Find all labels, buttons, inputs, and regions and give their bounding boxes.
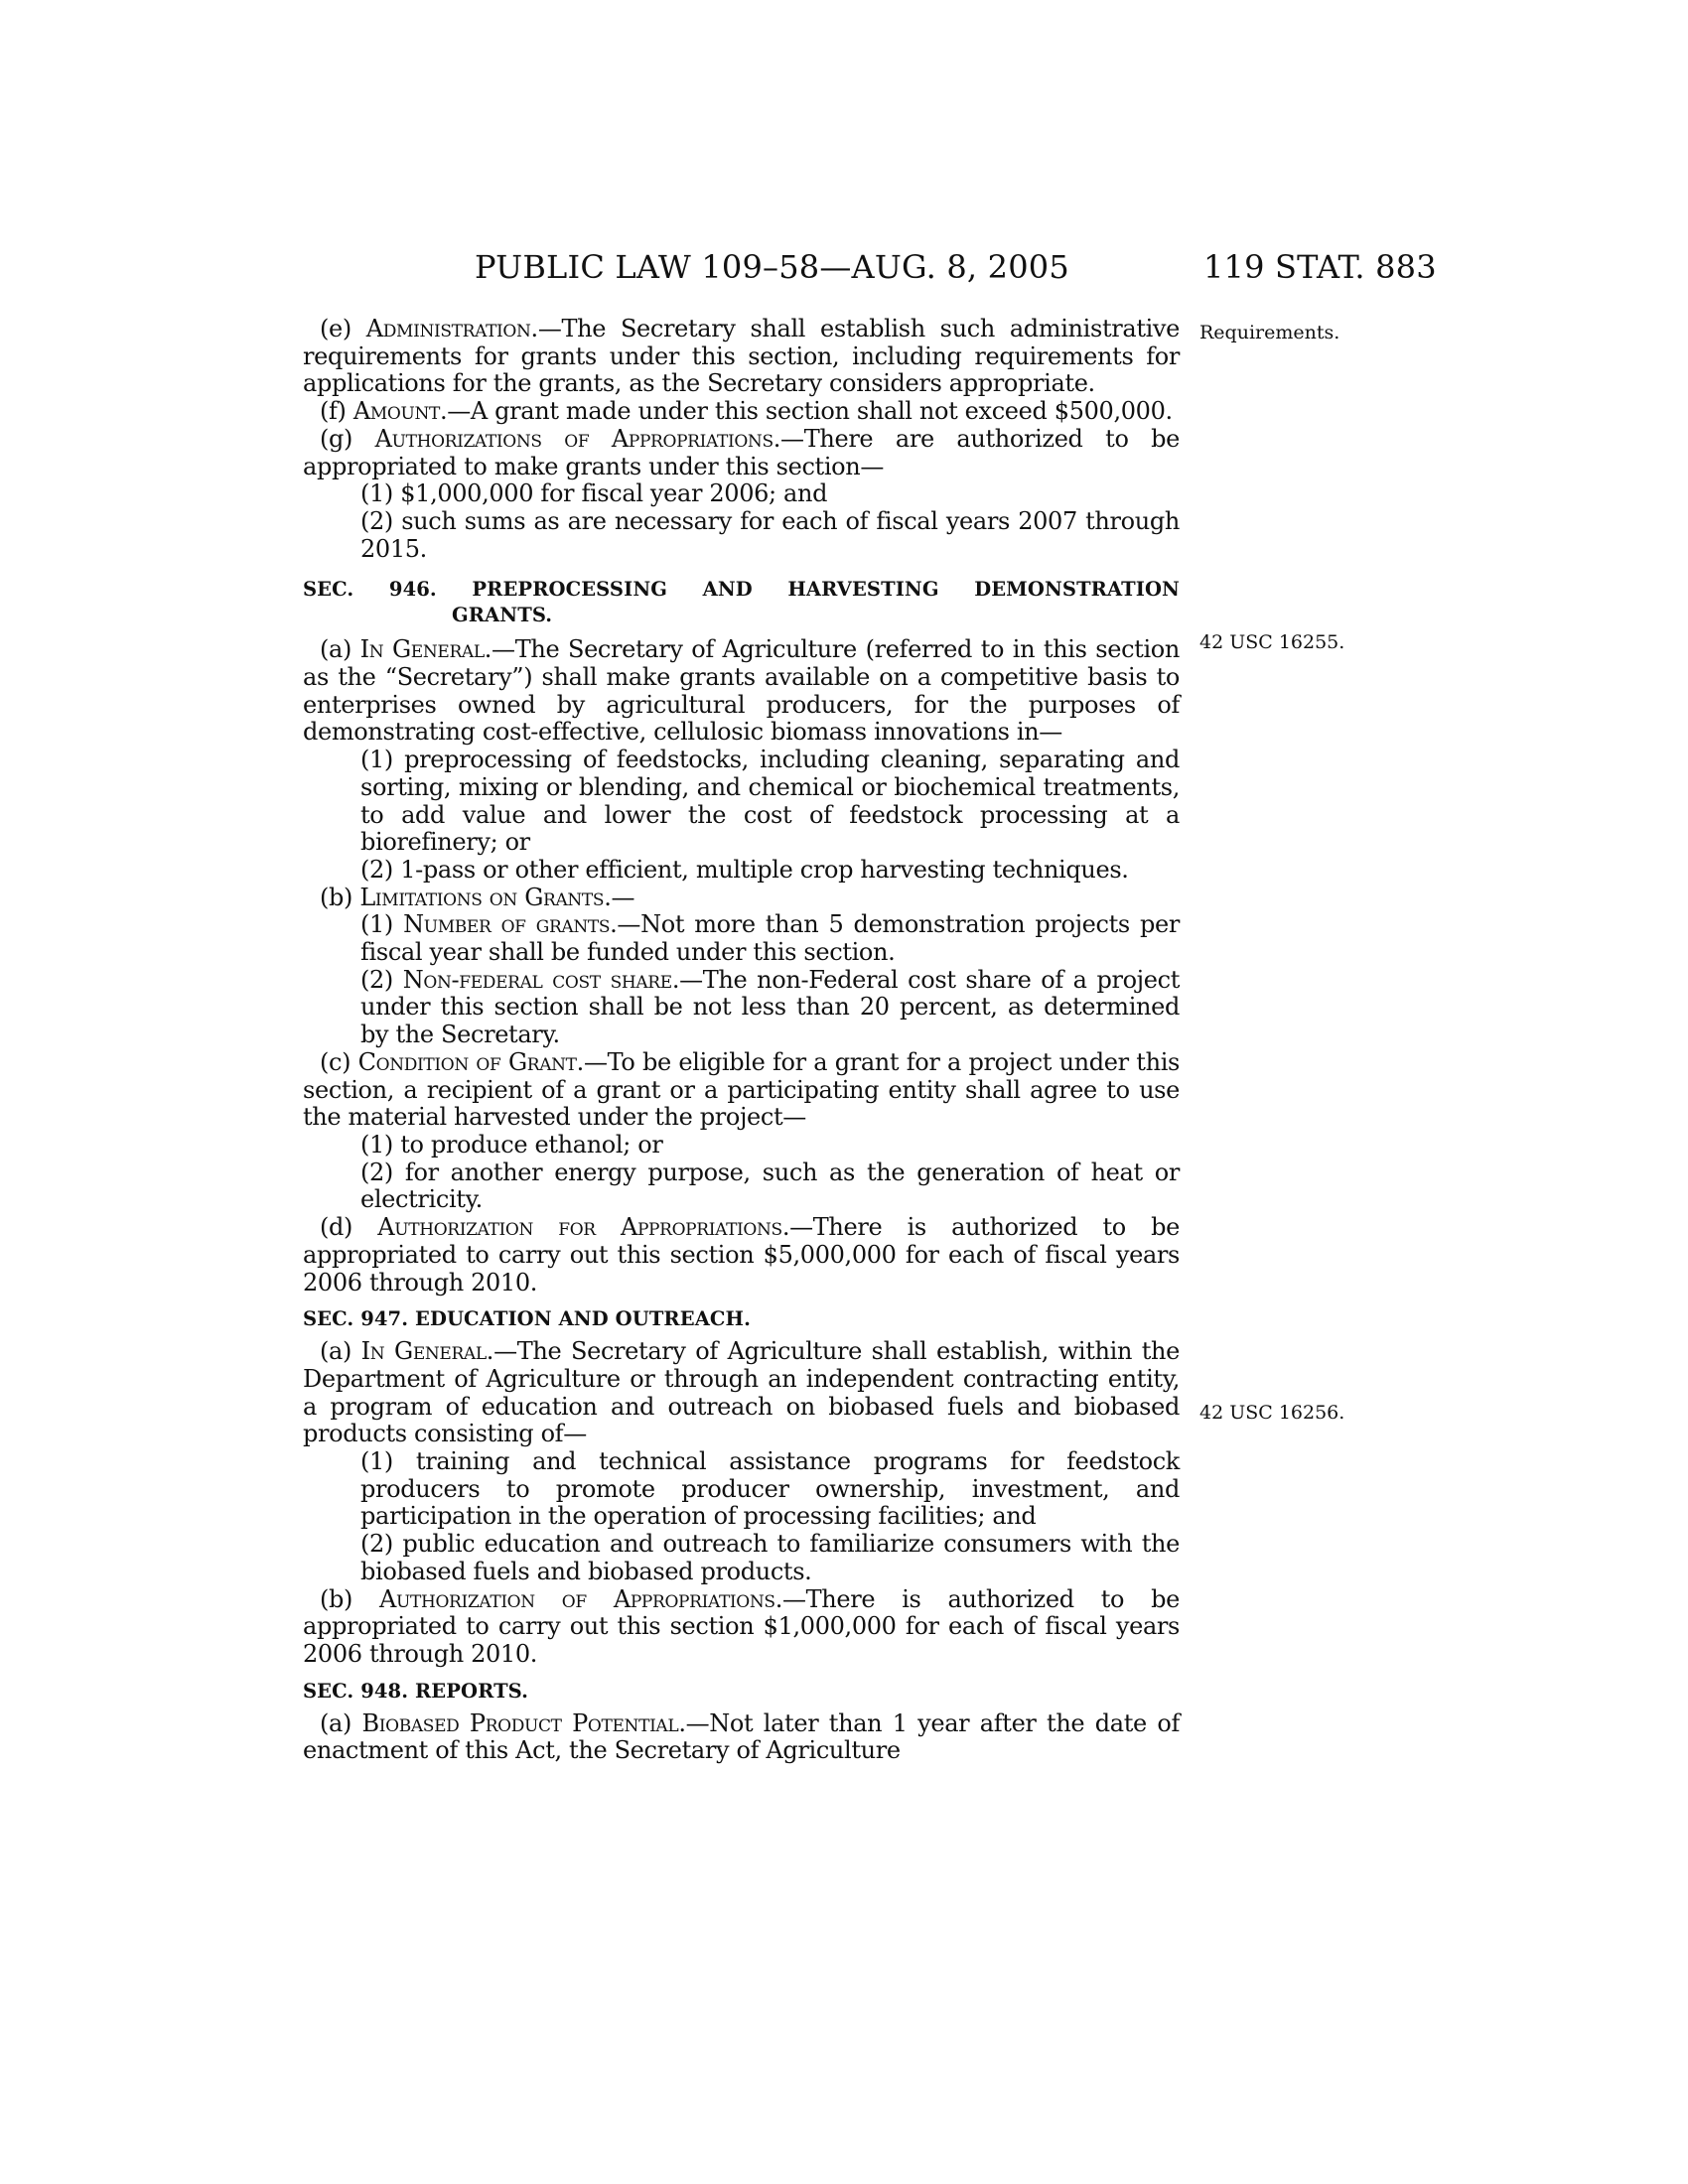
sec946-paragraph-a: (a) In General.—The Secretary of Agriculture (referred to in this section as the “Secretary”) shall make grants available on a competitive basis to enterprises owned by agricultural producers, for the purposes of demonstrating cost-effective, cellulosic biomass innovations in—: [303, 635, 1180, 747]
sec946-paragraph-d: (d) Authorization for Appropriations.—There is authorized to be appropriated to carry out this section $5,000,000 for each of fiscal years 2006 through 2010.: [303, 1213, 1181, 1297]
paragraph-f: (f) Amount.—A grant made under this section shall not exceed $500,000.: [320, 397, 1173, 426]
paragraph-g1: (1) $1,000,000 for fiscal year 2006; and: [360, 479, 828, 508]
sec946-paragraph-c: (c) Condition of Grant.—To be eligible for a grant for a project under this section, a recipient of a grant or a participating entity shall agree to use the material harvested under the project—: [303, 1047, 1180, 1132]
sec947-paragraph-b: (b) Authorization of Appropriations.—There is authorized to be appropriated to carry out this section $1,000,000 for each of fiscal years 2006 through 2010.: [303, 1584, 1180, 1668]
paragraph-e: (e) Administration.—The Secretary shall establish such administrative requirements for grants under this section, including requirements for applications for the grants, as the Secretary considers appropriate.: [303, 315, 1180, 398]
sec947-paragraph-a1: (1) training and technical assistance programs for feedstock producers to promote producer ownership, investment, and participation in the operation of processing facilities; and: [360, 1447, 1180, 1531]
sec946-paragraph-b1: (1) Number of grants.—Not more than 5 demonstration projects per fiscal year shall be funded under this section.: [360, 910, 1180, 967]
margin-note-requirements: Requirements.: [1199, 322, 1340, 343]
paragraph-g-heading: Authorizations of Appropriations: [374, 424, 774, 453]
sec946-paragraph-a1: (1) preprocessing of feedstocks, including cleaning, separating and sorting, mixing or blending, and chemical or biochemical treatments, to add value and lower the cost of feedstock processing at a biorefinery; or: [360, 746, 1180, 857]
margin-note-usc-946: 42 USC 16255.: [1199, 631, 1345, 653]
margin-note-usc-947: 42 USC 16256.: [1199, 1402, 1345, 1424]
section-947-heading: SEC. 947. EDUCATION AND OUTREACH.: [303, 1307, 751, 1331]
paragraph-g2: (2) such sums as are necessary for each of fiscal years 2007 through 2015.: [360, 506, 1180, 563]
sec946-paragraph-c2: (2) for another energy purpose, such as the generation of heat or electricity.: [360, 1158, 1180, 1214]
sec947-paragraph-a2: (2) public education and outreach to familiarize consumers with the biobased fuels and biobased products.: [360, 1530, 1180, 1585]
section-946-heading: SEC. 946. PREPROCESSING AND HARVESTING DEMONSTRATION GRANTS.: [303, 578, 1180, 627]
document-body: [303, 316, 1180, 1765]
sec946-paragraph-b2: (2) Non-federal cost share.—The non-Federal cost share of a project under this section shall be not less than 20 percent, as determined by the Secretary.: [360, 965, 1181, 1049]
paragraph-f-heading: Amount: [352, 397, 440, 426]
sec947-paragraph-a: (a) In General.—The Secretary of Agriculture shall establish, within the Department of Agriculture or through an independent contracting entity, a program of education and outreach on biobased fuels and biobased products consisting of—: [303, 1337, 1181, 1448]
page-header-title: PUBLIC LAW 109–58—AUG. 8, 2005: [475, 248, 1069, 286]
sec946-paragraph-c1: (1) to produce ethanol; or: [360, 1130, 663, 1159]
sec948-paragraph-a: (a) Biobased Product Potential.—Not later than 1 year after the date of enactment of this Act, the Secretary of Agriculture: [303, 1708, 1181, 1765]
section-948-heading: SEC. 948. REPORTS.: [303, 1679, 529, 1703]
sec946-paragraph-a2: (2) 1-pass or other efficient, multiple crop harvesting techniques.: [360, 855, 1129, 884]
paragraph-e-heading: Administration: [365, 315, 531, 342]
paragraph-g: (g) Authorizations of Appropriations.—There are authorized to be appropriated to make grants under this section—: [303, 424, 1181, 480]
page-header-stat: 119 STAT. 883: [1203, 248, 1437, 286]
sec946-paragraph-b: (b) Limitations on Grants.—: [320, 883, 635, 911]
